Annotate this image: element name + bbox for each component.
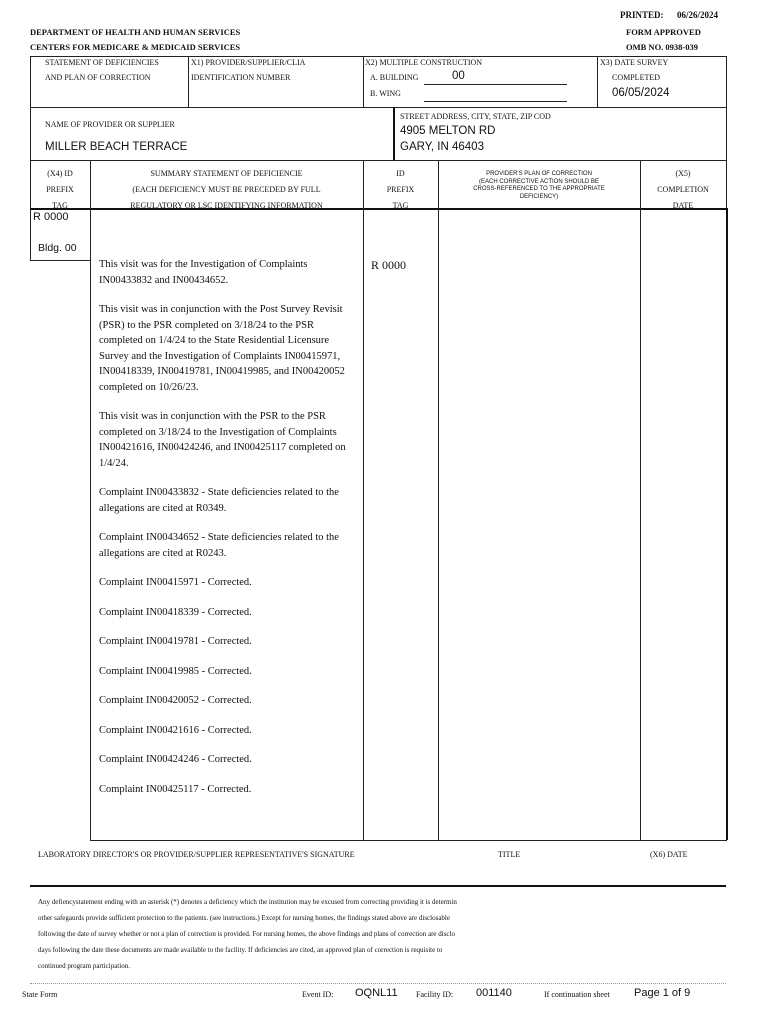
city-state-zip: GARY, IN 46403 — [400, 141, 484, 153]
date-label: (X6) DATE — [650, 850, 688, 859]
multiple-construction-label: X2) MULTIPLE CONSTRUCTION — [365, 58, 483, 67]
paragraph-13: Complaint IN00425117 - Corrected. — [99, 783, 252, 795]
provider-id-label-1: X1) PROVIDER/SUPPLIER/CLIA — [191, 58, 306, 67]
building-value: 00 — [452, 70, 465, 82]
disclaimer: Any defiencystatement ending with an asterisk (*) denotes a deficiency which the institution may be excused from correcting providing it is determin other safegaurds provide sufficient protection to the patients. (see instructions.) Except for nursing homes, the findings stated above are disclosable following the date of survey whether or not a plan of correction is provided. For nursing homes, the above findings and plans of correction are disclo days following the date these documents are made available to the facility. If deficiencies are cited, an approved plan of correction is requisite to continued program participation. — [38, 898, 457, 970]
event-id-label: Event ID: — [302, 990, 334, 999]
printed-label: PRINTED: — [620, 10, 664, 20]
facility-id-label: Facility ID: — [416, 990, 454, 999]
paragraph-10: Complaint IN00420052 - Corrected. — [99, 695, 252, 706]
completion-date-header: (X5) COMPLETION DATE — [657, 169, 709, 210]
centers-title: CENTERS FOR MEDICARE & MEDICAID SERVICES — [30, 42, 241, 52]
survey-date: 06/05/2024 — [612, 87, 670, 99]
event-id: OQNL11 — [355, 987, 398, 999]
plan-of-correction-header: PROVIDER'S PLAN OF CORRECTION (EACH CORRECTIVE ACTION SHOULD BE CROSS-REFERENCED TO THE APPROPRIATE DEFICIENCY) — [473, 171, 605, 200]
provider-name: MILLER BEACH TERRACE — [45, 141, 188, 153]
facility-id: 001140 — [476, 987, 512, 999]
building-label: A. BUILDING — [370, 73, 419, 82]
right-tag: R 0000 — [371, 258, 407, 272]
provider-name-label: NAME OF PROVIDER OR SUPPLIER — [45, 120, 175, 129]
form-approved: FORM APPROVED — [626, 27, 701, 37]
wing-label: B. WING — [370, 89, 401, 98]
provider-id-label-2: IDENTIFICATION NUMBER — [191, 73, 291, 82]
state-form-label: State Form — [22, 990, 58, 999]
paragraph-5: Complaint IN00434652 - State deficiencies related to the allegations are cited at R0243. — [99, 532, 339, 559]
statement-label-1: STATEMENT OF DEFICIENCIES — [45, 58, 159, 67]
paragraph-2: This visit was in conjunction with the Post Survey Revisit (PSR) to the PSR completed on 3/18/24 to the PSR completed on 1/4/24 to the State Residential Licensure Survey and the Investigation of Complaints IN00415971, IN00418339, IN00419781, IN00419985, and IN00420052 completed on 10/26/23. — [99, 304, 345, 393]
paragraph-9: Complaint IN00419985 - Corrected. — [99, 665, 252, 677]
printed-date: 06/26/2024 — [677, 10, 719, 20]
id-prefix-tag-header: (X4) ID PREFIX TAG — [46, 169, 74, 210]
paragraph-4: Complaint IN00433832 - State deficiencies related to the allegations are cited at R0349. — [99, 487, 339, 514]
paragraph-1: This visit was for the Investigation of Complaints IN00433832 and IN00434652. — [99, 259, 308, 286]
paragraph-8: Complaint IN00419781 - Corrected. — [99, 636, 252, 647]
date-survey-label-1: X3) DATE SURVEY — [600, 58, 669, 67]
paragraph-6: Complaint IN00415971 - Corrected. — [99, 577, 252, 588]
date-survey-label-2: COMPLETED — [612, 73, 660, 82]
page-number: Page 1 of 9 — [634, 987, 691, 999]
paragraph-11: Complaint IN00421616 - Corrected. — [99, 724, 252, 736]
summary-statement-header: SUMMARY STATEMENT OF DEFICIENCIE (EACH DEFICIENCY MUST BE PRECEDED BY FULL REGULATORY OR LSC IDENTIFYING INFORMATION — [130, 169, 323, 210]
left-tag: R 0000 — [33, 211, 69, 223]
statement-label-2: AND PLAN OF CORRECTION — [45, 73, 151, 82]
title-label: TITLE — [498, 850, 521, 859]
omb-number: OMB NO. 0938-039 — [626, 42, 699, 52]
id-prefix-tag-header-2: ID PREFIX TAG — [386, 169, 415, 210]
continuation-label: If continuation sheet — [544, 990, 610, 999]
paragraph-12: Complaint IN00424246 - Corrected. — [99, 754, 252, 765]
summary-text — [99, 257, 354, 811]
paragraph-7: Complaint IN00418339 - Corrected. — [99, 606, 252, 618]
signature-label: LABORATORY DIRECTOR'S OR PROVIDER/SUPPLIER REPRESENTATIVE'S SIGNATURE — [38, 850, 355, 859]
paragraph-3: This visit was in conjunction with the PSR to the PSR completed on 3/18/24 to the Investigation of Complaints IN00421616, IN00424246, and IN00425117 completed on 1/4/24. — [99, 411, 346, 469]
address-label: STREET ADDRESS, CITY, STATE, ZIP COD — [400, 112, 551, 121]
dept-title: DEPARTMENT OF HEALTH AND HUMAN SERVICES — [30, 27, 241, 37]
street-address: 4905 MELTON RD — [400, 125, 496, 137]
building-tag: Bldg. 00 — [38, 242, 77, 254]
